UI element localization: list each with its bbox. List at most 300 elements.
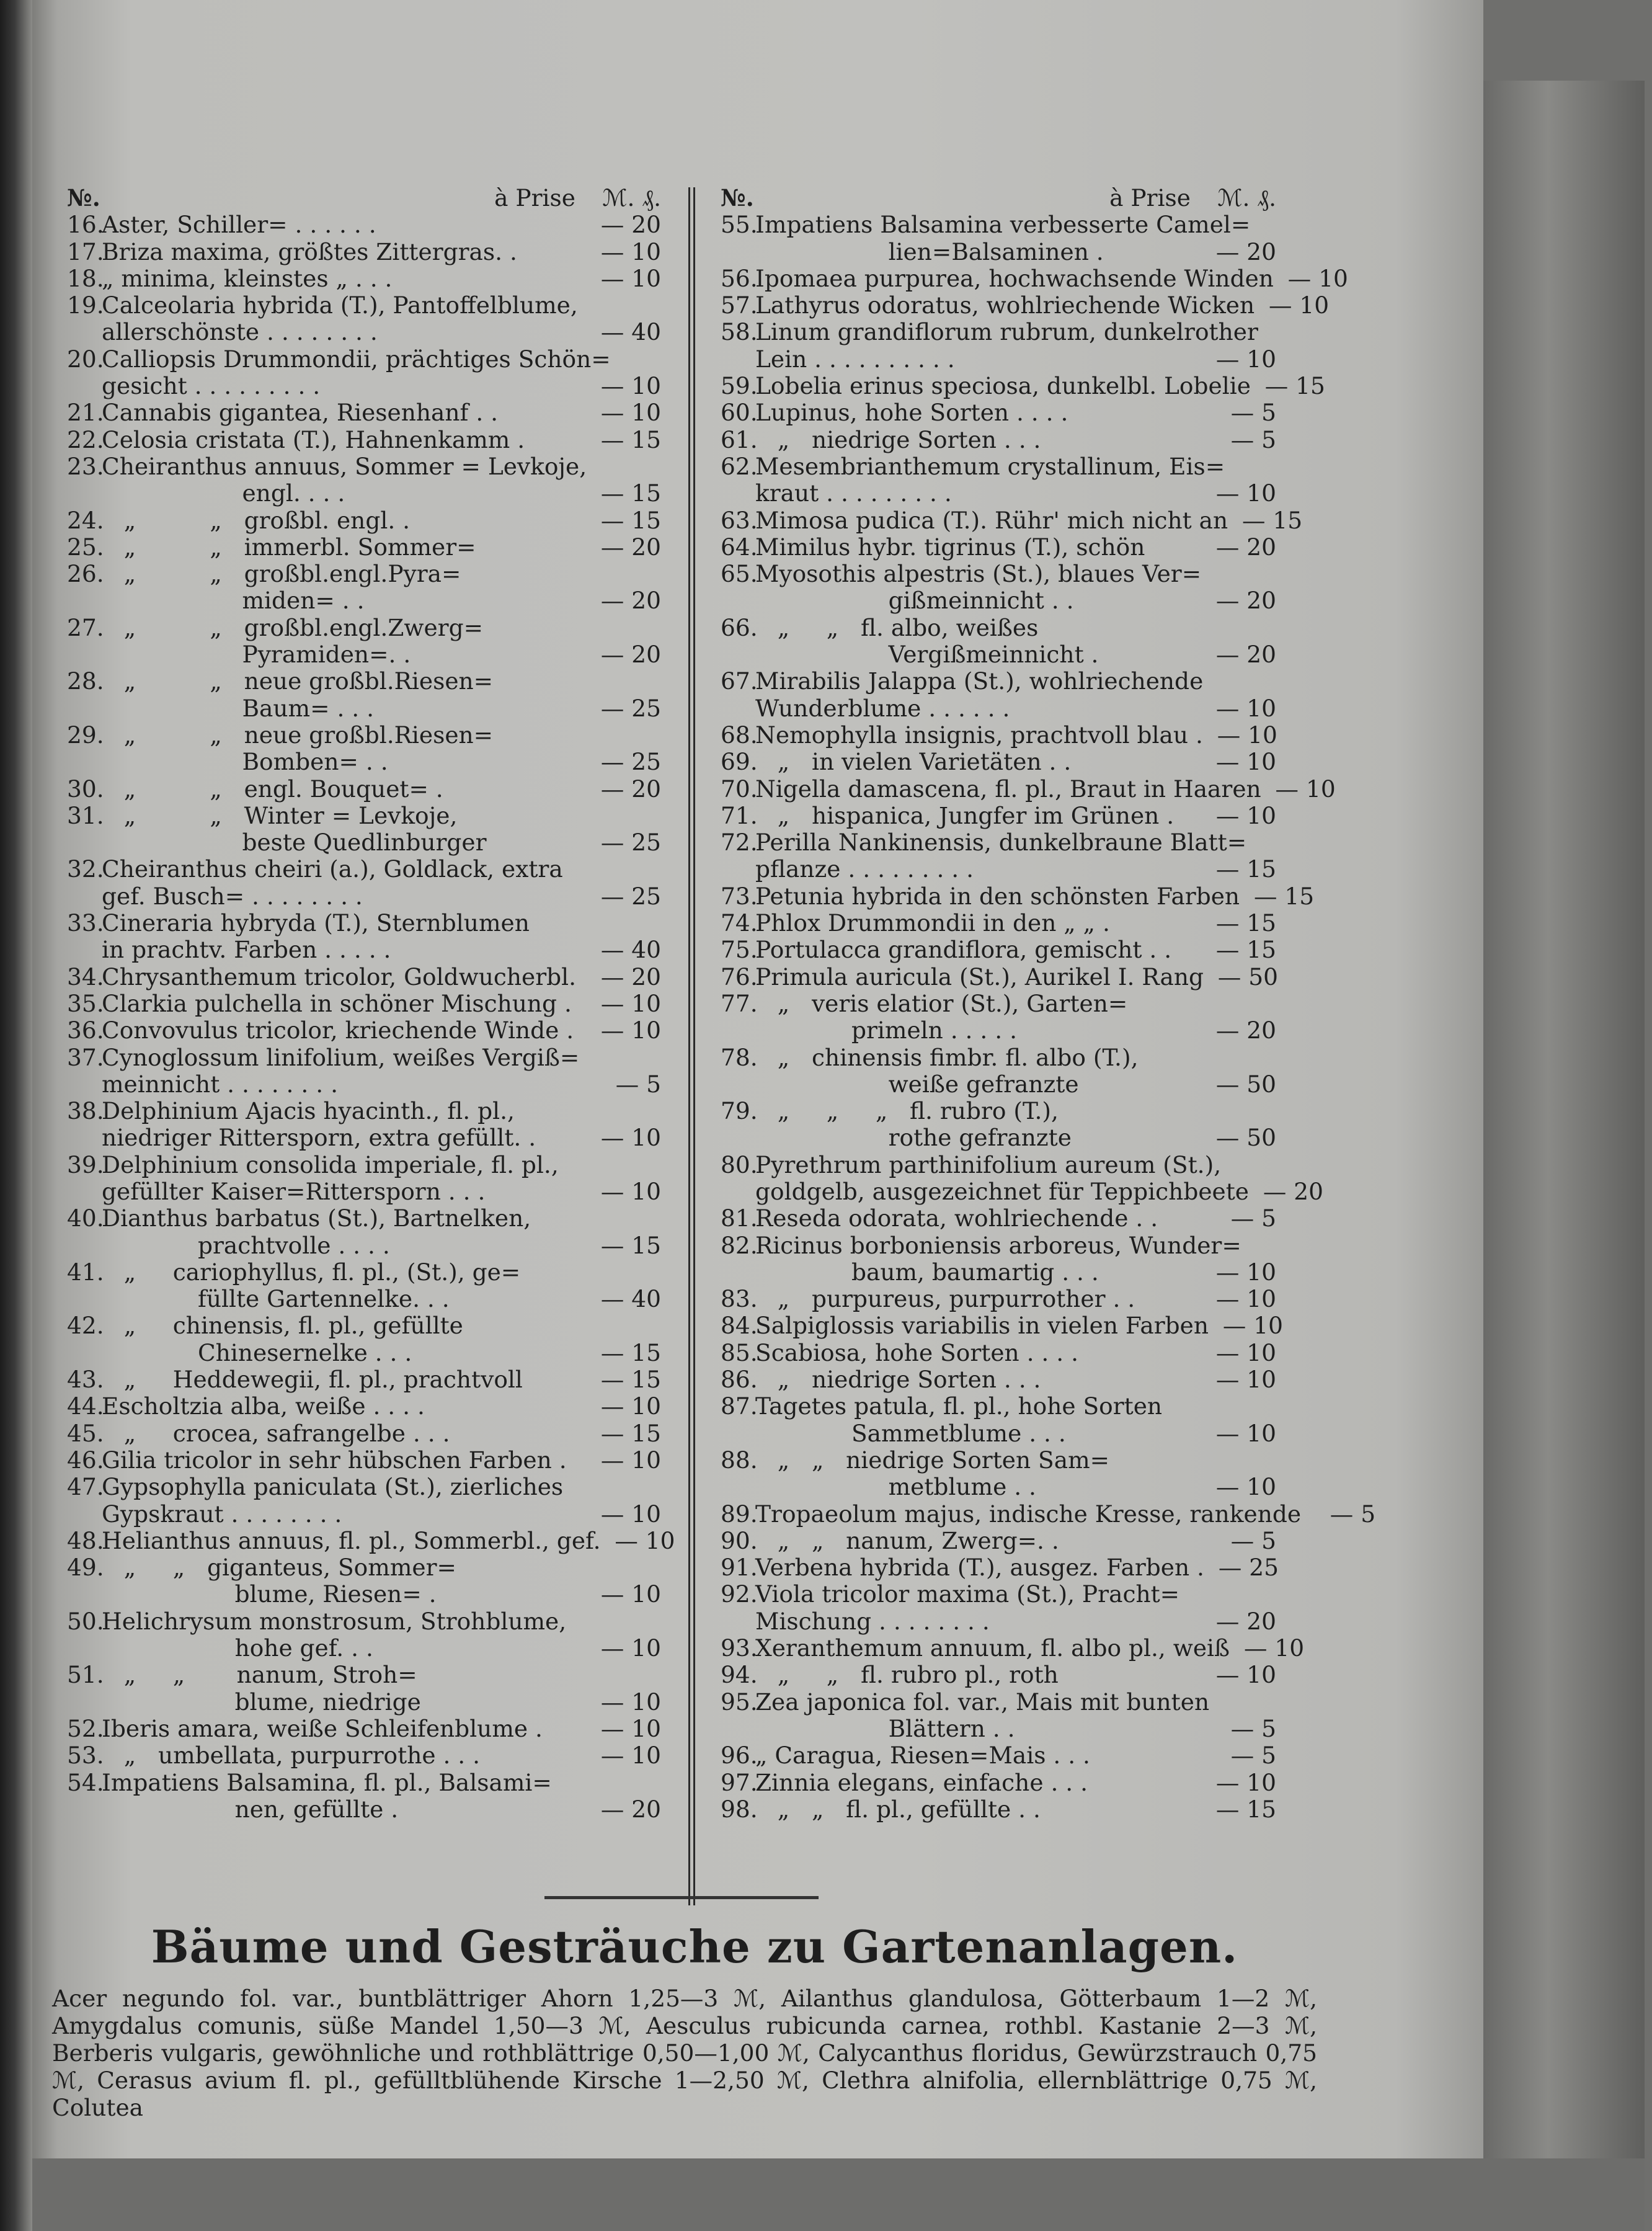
item-description: Impatiens Balsamina verbesserte Camel=	[755, 211, 1251, 239]
item-price: — 10	[1215, 801, 1276, 829]
item-description: Xeranthemum annuum, fl. albo pl., weiß	[755, 1634, 1230, 1662]
item-description: „ Caragua, Riesen=Mais . . .	[755, 1742, 1090, 1770]
list-item	[67, 1340, 661, 1366]
currency-header: ℳ. ₰.	[1217, 184, 1276, 212]
item-description: meinnicht . . . . . . . .	[102, 1070, 338, 1098]
item-number: 27.	[67, 613, 104, 641]
item-price: — 20	[1215, 587, 1276, 615]
item-description: Myosothis alpestris (St.), blaues Ver=	[755, 560, 1202, 588]
item-price: — 5	[1230, 1205, 1276, 1232]
list-item	[67, 883, 661, 910]
list-item	[67, 480, 661, 507]
item-number: 39.	[67, 1151, 104, 1178]
list-item	[721, 1689, 1276, 1716]
list-item	[67, 1608, 661, 1635]
item-description: rothe gefranzte	[755, 1124, 1072, 1152]
item-price: — 10	[1215, 1661, 1276, 1689]
item-description: Clarkia pulchella in schöner Mischung .	[102, 989, 572, 1017]
item-number: 49.	[67, 1554, 104, 1582]
list-item	[721, 480, 1276, 507]
list-item	[67, 1232, 661, 1259]
list-item	[67, 964, 661, 991]
item-number: 71.	[721, 801, 758, 829]
item-price: — 10	[1215, 694, 1276, 722]
item-number: 59.	[721, 372, 758, 400]
list-item	[721, 1232, 1276, 1259]
item-description: Petunia hybrida in den schönsten Farben	[755, 882, 1240, 910]
list-item	[721, 1528, 1276, 1554]
item-number: 89.	[721, 1500, 758, 1528]
item-description: Nigella damascena, fl. pl., Braut in Haaren	[755, 775, 1261, 803]
price-header: à Prise	[1109, 184, 1191, 212]
item-number: 55.	[721, 211, 758, 239]
list-item	[67, 641, 661, 668]
item-number: 23.	[67, 452, 104, 480]
item-price: — 10	[600, 1500, 661, 1528]
list-item	[67, 1152, 661, 1178]
item-description: Nemophylla insignis, prachtvoll blau .	[755, 721, 1203, 749]
item-description: Vergißmeinnicht .	[755, 641, 1099, 669]
list-item	[721, 856, 1276, 883]
item-description: gefüllter Kaiser=Rittersporn . . .	[102, 1177, 486, 1205]
item-description: Mirabilis Jalappa (St.), wohlriechende	[755, 667, 1204, 695]
item-description: Ipomaea purpurea, hochwachsende Winden	[755, 264, 1274, 292]
item-description: Wunderblume . . . . . .	[755, 694, 1010, 722]
item-price: — 25	[1218, 1554, 1279, 1582]
item-description: Chinesernelke . . .	[102, 1338, 412, 1366]
item-price: — 20	[600, 775, 661, 803]
item-number: 96.	[721, 1742, 758, 1770]
item-price: — 15	[600, 506, 661, 534]
item-description: Impatiens Balsamina, fl. pl., Balsami=	[102, 1768, 552, 1796]
item-description: „ „ fl. rubro pl., roth	[755, 1661, 1059, 1689]
column-divider	[688, 187, 695, 1905]
item-number: 93.	[721, 1634, 758, 1662]
item-price: — 40	[600, 318, 661, 346]
item-number: 43.	[67, 1366, 104, 1394]
item-description: Primula auricula (St.), Aurikel I. Rang	[755, 963, 1204, 991]
item-number: 20.	[67, 345, 104, 373]
list-item	[721, 991, 1276, 1017]
list-item	[67, 1071, 661, 1098]
list-item	[67, 1044, 661, 1071]
list-item	[67, 1581, 661, 1608]
item-description: Lathyrus odoratus, wohlriechende Wicken	[755, 292, 1255, 319]
item-number: 95.	[721, 1688, 758, 1716]
item-description: „ in vielen Varietäten . .	[755, 748, 1072, 776]
item-description: Tropaeolum majus, indische Kresse, rankende	[755, 1500, 1302, 1528]
list-item	[67, 1796, 661, 1823]
item-price: — 10	[600, 1017, 661, 1044]
list-item	[721, 775, 1336, 803]
item-price: — 50	[1215, 1070, 1276, 1098]
item-price: — 5	[1230, 399, 1276, 427]
section-paragraph: Acer negundo fol. var., buntblättriger Ahorn 1,25—3 ℳ, Ailanthus glandulosa, Götterbaum 1—2 ℳ, Amygdalus comunis, süße Mandel 1,50—3 ℳ, Aesculus rubicunda carnea, rothbl. Kastanie 2—3 ℳ, Berberis vulgaris, gewöhnliche und rothblättrige 0,50—1,00 ℳ, Calycanthus floridus, Gewürzstrauch 0,75 ℳ, Cerasus avium fl. pl., gefülltblühende Kirsche 1—2,50 ℳ, Clethra alnifolia, ellernblättrige 0,75 ℳ, Colutea	[52, 1985, 1317, 2121]
item-number: 84.	[721, 1312, 758, 1340]
list-item	[721, 1447, 1276, 1474]
list-item	[67, 1205, 661, 1232]
item-description: Escholtzia alba, weiße . . . .	[102, 1392, 425, 1420]
list-item	[721, 1581, 1276, 1608]
list-item	[67, 1770, 661, 1796]
item-description: „ „ niedrige Sorten Sam=	[755, 1446, 1110, 1474]
item-number: 61.	[721, 425, 758, 453]
item-description: Convovulus tricolor, kriechende Winde .	[102, 1017, 574, 1044]
item-price: — 10	[600, 1580, 661, 1608]
item-price: — 20	[600, 1795, 661, 1823]
item-number: 62.	[721, 452, 758, 480]
item-description: „ hispanica, Jungfer im Grünen .	[755, 801, 1175, 829]
item-price: — 10	[600, 1124, 661, 1152]
item-number: 54.	[67, 1768, 104, 1796]
item-description: Phlox Drummondii in den „ „ .	[755, 909, 1110, 937]
item-number: 60.	[721, 399, 758, 427]
list-item	[67, 695, 661, 722]
item-description: „ veris elatior (St.), Garten=	[755, 989, 1128, 1017]
item-description: hohe gef. . .	[102, 1634, 373, 1662]
item-price: — 20	[600, 211, 661, 239]
item-price: — 20	[600, 533, 661, 561]
item-description: beste Quedlinburger	[102, 829, 487, 857]
item-description: in prachtv. Farben . . . . .	[102, 936, 391, 964]
item-number: 37.	[67, 1043, 104, 1071]
item-number: 44.	[67, 1392, 104, 1420]
item-price: — 10	[1215, 1366, 1276, 1394]
item-description: Cineraria hybryda (T.), Sternblumen	[102, 909, 530, 937]
item-price: — 10	[1215, 1768, 1276, 1796]
item-price: — 5	[1230, 1714, 1276, 1742]
list-item	[67, 1393, 661, 1420]
item-number: 40.	[67, 1205, 104, 1232]
currency-header: ℳ. ₰.	[602, 184, 661, 212]
item-description: „ „ nanum, Stroh=	[102, 1661, 417, 1689]
list-item	[721, 1634, 1305, 1662]
list-item	[721, 1393, 1276, 1420]
list-item	[721, 882, 1315, 910]
item-number: 29.	[67, 721, 104, 749]
item-number: 94.	[721, 1661, 758, 1689]
item-price: — 15	[1253, 882, 1315, 910]
item-number: 57.	[721, 292, 758, 319]
item-price: — 10	[1215, 1473, 1276, 1501]
item-description: Zea japonica fol. var., Mais mit bunten	[755, 1688, 1210, 1716]
list-item	[721, 264, 1348, 292]
item-number: 46.	[67, 1446, 104, 1474]
left-list	[67, 211, 675, 1823]
right-list	[721, 211, 1376, 1823]
item-description: prachtvolle . . . .	[102, 1231, 390, 1259]
item-price: — 20	[1215, 641, 1276, 669]
list-item	[67, 1286, 661, 1312]
item-number: 67.	[721, 667, 758, 695]
item-number: 58.	[721, 318, 758, 346]
item-description: „ purpureus, purpurrother . .	[755, 1285, 1135, 1313]
item-price: — 10	[600, 238, 661, 265]
item-description: Linum grandiflorum rubrum, dunkelrother	[755, 318, 1258, 346]
item-description: Lobelia erinus speciosa, dunkelbl. Lobelie	[755, 372, 1251, 400]
item-price: — 20	[600, 587, 661, 615]
item-description: „ „ neue großbl.Riesen=	[102, 667, 494, 695]
price-header: à Prise	[494, 184, 575, 212]
item-price: — 10	[600, 1634, 661, 1662]
item-description: pflanze . . . . . . . . .	[755, 855, 974, 883]
list-item	[67, 239, 661, 265]
list-item	[67, 749, 661, 775]
item-number: 17.	[67, 238, 104, 265]
item-number: 56.	[721, 264, 758, 292]
item-description: Gypsophylla paniculata (St.), zierliches	[102, 1473, 564, 1501]
item-price: — 25	[600, 748, 661, 776]
item-price: — 10	[1215, 479, 1276, 507]
list-item	[67, 587, 661, 614]
item-description: Baum= . . .	[102, 694, 375, 722]
item-price: — 10	[1287, 264, 1348, 292]
item-number: 47.	[67, 1473, 104, 1501]
item-number: 63.	[721, 506, 758, 534]
list-item	[67, 373, 661, 399]
item-number: 21.	[67, 399, 104, 427]
item-description: füllte Gartennelke. . .	[102, 1285, 450, 1313]
list-item	[721, 1044, 1276, 1071]
list-item	[67, 1662, 661, 1688]
list-item	[67, 427, 661, 453]
list-item	[67, 507, 661, 534]
item-number: 18.	[67, 264, 104, 292]
item-number: 88.	[721, 1446, 758, 1474]
item-number: 97.	[721, 1768, 758, 1796]
item-number: 42.	[67, 1312, 104, 1340]
item-number: 45.	[67, 1419, 104, 1447]
item-price: — 10	[1215, 1258, 1276, 1286]
list-item	[721, 1152, 1276, 1178]
item-number: 28.	[67, 667, 104, 695]
item-description: Helianthus annuus, fl. pl., Sommerbl., gef.	[102, 1526, 601, 1554]
item-price: — 15	[1215, 1795, 1276, 1823]
item-price: — 10	[615, 1526, 675, 1554]
list-item	[67, 856, 661, 883]
item-price: — 5	[1230, 1742, 1276, 1770]
item-number: 87.	[721, 1392, 758, 1420]
item-price: — 15	[600, 1231, 661, 1259]
list-item	[67, 1716, 661, 1742]
item-description: Celosia cristata (T.), Hahnenkamm .	[102, 425, 525, 453]
item-description: Gypskraut . . . . . . . .	[102, 1500, 342, 1528]
item-price: — 10	[600, 1446, 661, 1474]
item-number: 52.	[67, 1714, 104, 1742]
item-number: 19.	[67, 292, 104, 319]
item-price: — 50	[1217, 963, 1279, 991]
list-item	[721, 1286, 1276, 1312]
item-number: 80.	[721, 1151, 758, 1178]
item-description: „ „ großbl.engl.Pyra=	[102, 560, 461, 588]
item-description: blume, Riesen= .	[102, 1580, 437, 1608]
item-number: 92.	[721, 1580, 758, 1608]
list-item	[721, 239, 1276, 265]
item-number: 86.	[721, 1366, 758, 1394]
item-description: Delphinium Ajacis hyacinth., fl. pl.,	[102, 1097, 515, 1125]
item-price: — 20	[600, 641, 661, 669]
item-description: Calliopsis Drummondii, prächtiges Schön=	[102, 345, 611, 373]
item-number: 38.	[67, 1097, 104, 1125]
item-number: 81.	[721, 1205, 758, 1232]
item-price: — 5	[615, 1070, 661, 1098]
item-description: primeln . . . . .	[755, 1017, 1017, 1044]
item-price: — 25	[600, 882, 661, 910]
list-item	[67, 937, 661, 963]
item-number: 26.	[67, 560, 104, 588]
list-item	[721, 695, 1276, 722]
item-description: Lupinus, hohe Sorten . . . .	[755, 399, 1068, 427]
list-item	[67, 212, 661, 238]
item-price: — 15	[600, 1366, 661, 1394]
item-description: Sammetblume . . .	[755, 1419, 1066, 1447]
list-item	[721, 803, 1276, 829]
item-price: — 10	[1222, 1312, 1284, 1340]
list-item	[721, 1500, 1376, 1528]
item-description: „ „ großbl. engl. .	[102, 506, 411, 534]
list-item	[67, 292, 661, 319]
list-item	[67, 668, 661, 695]
item-number: 73.	[721, 882, 758, 910]
item-description: Blättern . .	[755, 1714, 1015, 1742]
item-description: engl. . . .	[102, 479, 345, 507]
list-item	[721, 1098, 1276, 1124]
item-number: 22.	[67, 425, 104, 453]
item-number: 75.	[721, 936, 758, 964]
list-item	[721, 1259, 1276, 1286]
item-description: „ „ fl. pl., gefüllte . .	[755, 1795, 1041, 1823]
item-description: Reseda odorata, wohlriechende . .	[755, 1205, 1158, 1232]
list-item	[67, 803, 661, 829]
item-description: „ „ neue großbl.Riesen=	[102, 721, 494, 749]
item-description: Zinnia elegans, einfache . . .	[755, 1768, 1088, 1796]
item-description: „ niedrige Sorten . . .	[755, 1366, 1041, 1394]
item-description: „ „ großbl.engl.Zwerg=	[102, 613, 484, 641]
list-item	[721, 1177, 1323, 1205]
item-price: — 10	[600, 399, 661, 427]
list-item	[67, 1447, 661, 1474]
item-description: Delphinium consolida imperiale, fl. pl.,	[102, 1151, 559, 1178]
list-item	[721, 1770, 1276, 1796]
item-number: 41.	[67, 1258, 104, 1286]
item-number: 30.	[67, 775, 104, 803]
list-item	[67, 1259, 661, 1286]
item-number: 66.	[721, 613, 758, 641]
item-price: — 10	[1215, 1285, 1276, 1313]
item-number: 35.	[67, 989, 104, 1017]
item-price: — 15	[1241, 506, 1303, 534]
item-price: — 10	[1217, 721, 1277, 749]
item-description: niedriger Rittersporn, extra gefüllt. .	[102, 1124, 536, 1152]
item-description: „ minima, kleinstes „ . . .	[102, 264, 393, 292]
item-description: „ „ Winter = Levkoje,	[102, 801, 458, 829]
item-price: — 20	[1215, 1607, 1276, 1635]
item-description: Mesembrianthemum crystallinum, Eis=	[755, 452, 1225, 480]
item-number: 91.	[721, 1554, 758, 1582]
item-description: Aster, Schiller= . . . . . .	[102, 211, 376, 239]
item-description: „ Heddewegii, fl. pl., prachtvoll	[102, 1366, 523, 1394]
item-description: gesicht . . . . . . . . .	[102, 372, 321, 400]
item-number: 36.	[67, 1017, 104, 1044]
list-item	[67, 1098, 661, 1124]
item-description: Calceolaria hybrida (T.), Pantoffelblume,	[102, 292, 578, 319]
item-number: 48.	[67, 1526, 104, 1554]
item-number: 69.	[721, 748, 758, 776]
item-description: Cynoglossum linifolium, weißes Vergiß=	[102, 1043, 580, 1071]
list-item	[721, 1662, 1276, 1688]
item-description: „ „ giganteus, Sommer=	[102, 1554, 456, 1582]
list-item	[721, 937, 1276, 963]
item-description: „ chinensis, fl. pl., gefüllte	[102, 1312, 463, 1340]
item-number: 74.	[721, 909, 758, 937]
list-item	[67, 1474, 661, 1500]
list-item	[721, 1071, 1276, 1098]
item-description: „ „ „ fl. rubro (T.),	[755, 1097, 1059, 1125]
item-description: „ umbellata, purpurrothe . . .	[102, 1742, 481, 1770]
list-item	[721, 668, 1276, 695]
item-description: nen, gefüllte .	[102, 1795, 399, 1823]
item-price: — 10	[600, 264, 661, 292]
list-item	[721, 749, 1276, 775]
left-column-header	[67, 185, 661, 212]
item-description: Verbena hybrida (T.), ausgez. Farben .	[755, 1554, 1204, 1582]
item-number: 65.	[721, 560, 758, 588]
page-stack-edge	[1483, 81, 1645, 2231]
item-description: Mischung . . . . . . . .	[755, 1607, 990, 1635]
list-item	[67, 399, 661, 426]
item-price: — 20	[1263, 1177, 1323, 1205]
item-price: — 5	[1230, 425, 1276, 453]
item-description: „ niedrige Sorten . . .	[755, 425, 1041, 453]
number-header: №.	[721, 184, 754, 212]
list-item	[67, 1366, 661, 1393]
list-item	[721, 1716, 1276, 1742]
list-item	[721, 212, 1276, 238]
list-item	[721, 722, 1276, 749]
list-item	[721, 910, 1276, 937]
item-description: Scabiosa, hohe Sorten . . . .	[755, 1338, 1079, 1366]
item-price: — 10	[1269, 292, 1330, 319]
item-number: 51.	[67, 1661, 104, 1689]
item-description: „ „ fl. albo, weißes	[755, 613, 1039, 641]
item-price: — 5	[1330, 1500, 1376, 1528]
list-item	[67, 1017, 661, 1044]
item-description: „ „ immerbl. Sommer=	[102, 533, 476, 561]
list-item	[67, 991, 661, 1017]
item-price: — 40	[600, 1285, 661, 1313]
list-item	[721, 506, 1303, 534]
item-description: Gilia tricolor in sehr hübschen Farben .	[102, 1446, 567, 1474]
item-number: 98.	[721, 1795, 758, 1823]
item-description: „ cariophyllus, fl. pl., (St.), ge=	[102, 1258, 521, 1286]
item-description: Pyrethrum parthinifolium aureum (St.),	[755, 1151, 1222, 1178]
item-price: — 15	[1215, 936, 1276, 964]
item-price: — 5	[1230, 1526, 1276, 1554]
item-price: — 15	[1215, 855, 1276, 883]
item-price: — 50	[1215, 1124, 1276, 1152]
list-item	[721, 372, 1325, 400]
item-price: — 40	[600, 936, 661, 964]
list-item	[721, 427, 1276, 453]
list-item	[67, 615, 661, 641]
item-price: — 15	[600, 425, 661, 453]
list-item	[721, 829, 1276, 856]
item-number: 82.	[721, 1231, 758, 1259]
list-item	[721, 1474, 1276, 1500]
item-price: — 15	[600, 479, 661, 507]
item-description: Perilla Nankinensis, dunkelbraune Blatt=	[755, 829, 1247, 857]
list-item	[721, 615, 1276, 641]
